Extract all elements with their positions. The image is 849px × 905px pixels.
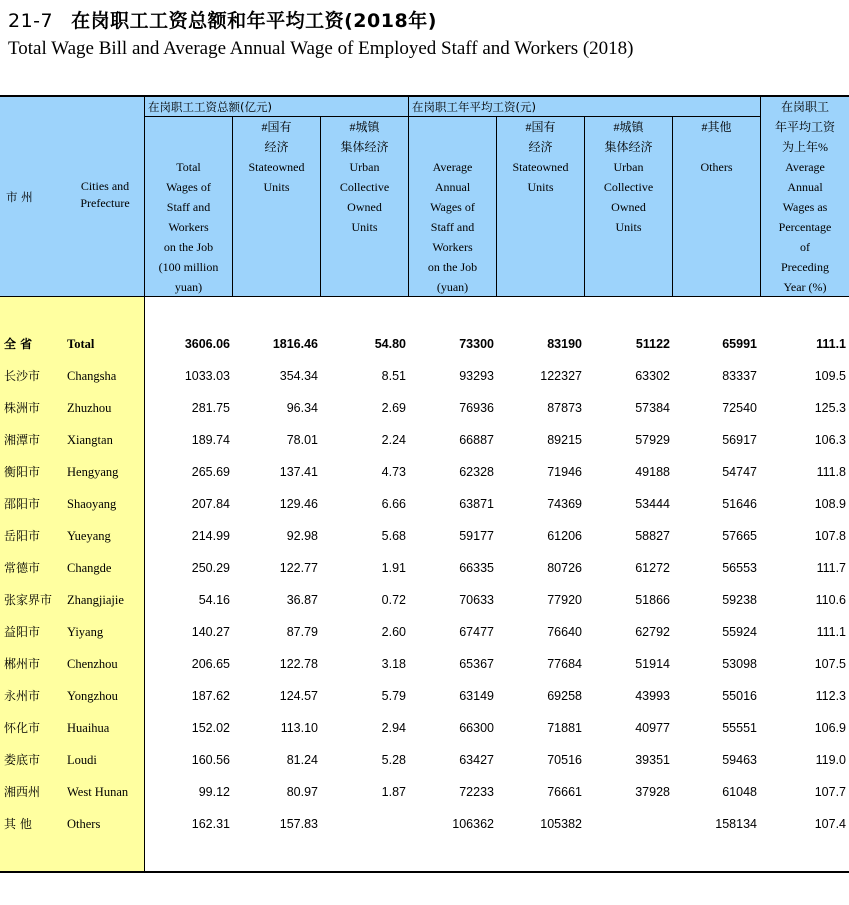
table-row bbox=[0, 680, 849, 712]
cell-value: 106.9 bbox=[814, 721, 846, 735]
cell-value: 69258 bbox=[547, 689, 582, 703]
cell-value: 55924 bbox=[722, 625, 757, 639]
header-pct-preceding-year: 在岗职工 年平均工资 为上年% Average Annual Wages as Percentage of Preceding Year (%) bbox=[774, 100, 835, 294]
cell-value: 81.24 bbox=[286, 753, 318, 767]
cell-value: 96.34 bbox=[286, 401, 318, 415]
cell-value: 5.68 bbox=[381, 529, 406, 543]
cell-value: 67477 bbox=[459, 625, 494, 639]
cell-value: 122327 bbox=[540, 369, 582, 383]
row-label-cn: 永州市 bbox=[4, 689, 41, 703]
table-row bbox=[0, 648, 849, 680]
table-row bbox=[0, 488, 849, 520]
cell-value: 106362 bbox=[452, 817, 494, 831]
cell-value: 112.3 bbox=[815, 689, 846, 703]
row-label-en: Zhangjiajie bbox=[67, 593, 124, 607]
row-label-cn: 常德市 bbox=[4, 561, 41, 575]
cell-value: 110.6 bbox=[815, 593, 846, 607]
cell-value: 2.94 bbox=[381, 721, 406, 735]
row-label-cn: 邵阳市 bbox=[4, 497, 41, 511]
cell-value: 83190 bbox=[547, 337, 582, 351]
row-label-en: Huaihua bbox=[67, 721, 110, 735]
cell-value: 8.51 bbox=[381, 369, 406, 383]
cell-value: 354.34 bbox=[279, 369, 318, 383]
row-label-en: West Hunan bbox=[67, 785, 129, 799]
cell-value: 158134 bbox=[715, 817, 757, 831]
header-others: #其他 Others bbox=[700, 120, 733, 174]
cell-value: 2.60 bbox=[381, 625, 406, 639]
cell-value: 63149 bbox=[459, 689, 494, 703]
row-label-en: Xiangtan bbox=[67, 433, 113, 447]
table-row bbox=[0, 712, 849, 744]
cell-value: 206.65 bbox=[191, 657, 230, 671]
cell-value: 66335 bbox=[459, 561, 494, 575]
table-row bbox=[0, 552, 849, 584]
group-header-total-wages: 在岗职工工资总额(亿元) bbox=[148, 100, 272, 114]
cell-value: 122.78 bbox=[279, 657, 318, 671]
cell-value: 63302 bbox=[635, 369, 670, 383]
cell-value: 72540 bbox=[722, 401, 757, 415]
cell-value: 61272 bbox=[635, 561, 670, 575]
table-row-total bbox=[0, 328, 849, 360]
cell-value: 83337 bbox=[722, 369, 757, 383]
cell-value: 89215 bbox=[547, 433, 582, 447]
cell-value: 74369 bbox=[547, 497, 582, 511]
cell-value: 1.87 bbox=[381, 785, 406, 799]
cell-value: 40977 bbox=[635, 721, 670, 735]
cell-value: 55016 bbox=[722, 689, 757, 703]
cell-value: 119.0 bbox=[815, 753, 846, 767]
cell-value: 66300 bbox=[459, 721, 494, 735]
cell-value: 63427 bbox=[459, 753, 494, 767]
row-label-en: Changde bbox=[67, 561, 112, 575]
cell-value: 109.5 bbox=[814, 369, 846, 383]
row-label-en: Yiyang bbox=[67, 625, 104, 639]
cell-value: 1033.03 bbox=[184, 369, 230, 383]
table-row bbox=[0, 424, 849, 456]
cell-value: 61206 bbox=[547, 529, 582, 543]
header-urban-collective-1: #城镇 集体经济 Urban Collective Owned Units bbox=[339, 120, 390, 234]
cell-value: 99.12 bbox=[198, 785, 230, 799]
row-label-cn: 娄底市 bbox=[4, 753, 41, 767]
cell-value: 2.69 bbox=[381, 401, 406, 415]
cell-value: 1816.46 bbox=[272, 337, 318, 351]
cell-value: 61048 bbox=[722, 785, 757, 799]
cell-value: 54747 bbox=[722, 465, 757, 479]
cell-value: 65991 bbox=[722, 337, 757, 351]
cell-value: 70633 bbox=[459, 593, 494, 607]
row-label-en: Chenzhou bbox=[67, 657, 118, 671]
table-row bbox=[0, 584, 849, 616]
cell-value: 51122 bbox=[635, 337, 670, 351]
cell-value: 111.7 bbox=[816, 561, 846, 575]
cell-value: 63871 bbox=[459, 497, 494, 511]
cell-value: 51866 bbox=[635, 593, 670, 607]
cell-value: 76661 bbox=[547, 785, 582, 799]
table-row bbox=[0, 808, 849, 840]
cell-value: 37928 bbox=[635, 785, 670, 799]
cell-value: 5.79 bbox=[381, 689, 406, 703]
cell-value: 4.73 bbox=[381, 465, 406, 479]
header-stateowned-1: #国有 经济 Stateowned Units bbox=[248, 120, 305, 194]
cell-value: 108.9 bbox=[814, 497, 846, 511]
table-title-cn bbox=[8, 6, 437, 33]
row-label-en: Others bbox=[67, 817, 101, 831]
header-urban-collective-2: #城镇 集体经济 Urban Collective Owned Units bbox=[603, 120, 654, 234]
row-label-cn: 全 省 bbox=[4, 337, 33, 351]
row-label-cn: 郴州市 bbox=[4, 657, 41, 671]
cell-value: 73300 bbox=[459, 337, 494, 351]
cell-value: 111.8 bbox=[816, 465, 846, 479]
header-average-wage: Average Annual Wages of Staff and Workers on the Job (yuan) bbox=[427, 160, 478, 294]
cell-value: 59177 bbox=[459, 529, 494, 543]
cell-value: 51914 bbox=[635, 657, 670, 671]
cell-value: 78.01 bbox=[286, 433, 318, 447]
cell-value: 43993 bbox=[635, 689, 670, 703]
row-label-en: Loudi bbox=[67, 753, 97, 767]
table-title-en: Total Wage Bill and Average Annual Wage of Employed Staff and Workers (2018) bbox=[8, 38, 634, 59]
cell-value: 125.3 bbox=[814, 401, 846, 415]
row-label-en: Shaoyang bbox=[67, 497, 117, 511]
cell-value: 265.69 bbox=[191, 465, 230, 479]
row-label-cn: 岳阳市 bbox=[4, 529, 41, 543]
cell-value: 107.8 bbox=[814, 529, 846, 543]
row-label-en: Yueyang bbox=[67, 529, 111, 543]
cell-value: 72233 bbox=[459, 785, 494, 799]
cell-value: 76640 bbox=[547, 625, 582, 639]
cell-value: 207.84 bbox=[191, 497, 230, 511]
stub-header-cn: 市 州 bbox=[6, 190, 33, 204]
cell-value: 5.28 bbox=[381, 753, 406, 767]
cell-value: 57384 bbox=[635, 401, 670, 415]
cell-value: 137.41 bbox=[279, 465, 318, 479]
cell-value: 189.74 bbox=[191, 433, 230, 447]
table-number: 21-7 bbox=[8, 10, 54, 32]
cell-value: 113.10 bbox=[280, 721, 318, 735]
cell-value: 53098 bbox=[722, 657, 757, 671]
cell-value: 106.3 bbox=[814, 433, 846, 447]
cell-value: 56553 bbox=[722, 561, 757, 575]
cell-value: 54.80 bbox=[374, 337, 406, 351]
header-stateowned-2: #国有 经济 Stateowned Units bbox=[512, 120, 569, 194]
row-label-en: Yongzhou bbox=[67, 689, 118, 703]
row-label-cn: 株洲市 bbox=[4, 401, 41, 415]
table-row bbox=[0, 520, 849, 552]
table-row bbox=[0, 392, 849, 424]
cell-value: 122.77 bbox=[279, 561, 318, 575]
cell-value: 1.91 bbox=[381, 561, 406, 575]
cell-value: 0.72 bbox=[381, 593, 406, 607]
cell-value: 140.27 bbox=[191, 625, 230, 639]
table-row bbox=[0, 456, 849, 488]
row-label-cn: 其 他 bbox=[4, 817, 32, 831]
cell-value: 105382 bbox=[540, 817, 582, 831]
table-row bbox=[0, 360, 849, 392]
cell-value: 129.46 bbox=[279, 497, 318, 511]
cell-value: 62328 bbox=[459, 465, 494, 479]
cell-value: 58827 bbox=[635, 529, 670, 543]
cell-value: 56917 bbox=[722, 433, 757, 447]
group-header-avg-wage: 在岗职工年平均工资(元) bbox=[412, 100, 536, 114]
cell-value: 77920 bbox=[547, 593, 582, 607]
table-row bbox=[0, 616, 849, 648]
cell-value: 77684 bbox=[547, 657, 582, 671]
cell-value: 93293 bbox=[459, 369, 494, 383]
cell-value: 51646 bbox=[722, 497, 757, 511]
stub-header-en: Cities and Prefecture bbox=[80, 179, 130, 210]
cell-value: 92.98 bbox=[286, 529, 318, 543]
row-label-en: Total bbox=[67, 337, 95, 351]
cell-value: 53444 bbox=[635, 497, 670, 511]
row-label-cn: 衡阳市 bbox=[4, 465, 41, 479]
row-label-cn: 湘潭市 bbox=[4, 433, 41, 447]
cell-value: 6.66 bbox=[381, 497, 406, 511]
cell-value: 36.87 bbox=[286, 593, 318, 607]
table-row bbox=[0, 776, 849, 808]
cell-value: 76936 bbox=[459, 401, 494, 415]
cell-value: 80.97 bbox=[286, 785, 318, 799]
cell-value: 111.1 bbox=[816, 337, 846, 351]
cell-value: 57665 bbox=[722, 529, 757, 543]
header-total-wages: Total Wages of Staff and Workers on the Job (100 million yuan) bbox=[158, 160, 219, 294]
cell-value: 71946 bbox=[547, 465, 582, 479]
cell-value: 214.99 bbox=[191, 529, 230, 543]
cell-value: 107.7 bbox=[814, 785, 846, 799]
cell-value: 157.83 bbox=[279, 817, 318, 831]
bottom-rule bbox=[0, 871, 849, 873]
cell-value: 57929 bbox=[635, 433, 670, 447]
table-title-cn-text: 在岗职工工资总额和年平均工资(2018年) bbox=[71, 10, 437, 32]
cell-value: 54.16 bbox=[198, 593, 230, 607]
cell-value: 71881 bbox=[547, 721, 582, 735]
cell-value: 3606.06 bbox=[184, 337, 230, 351]
cell-value: 152.02 bbox=[191, 721, 230, 735]
cell-value: 250.29 bbox=[191, 561, 230, 575]
cell-value: 65367 bbox=[459, 657, 494, 671]
cell-value: 160.56 bbox=[191, 753, 230, 767]
cell-value: 281.75 bbox=[191, 401, 230, 415]
cell-value: 49188 bbox=[635, 465, 670, 479]
row-label-cn: 益阳市 bbox=[4, 625, 41, 639]
row-label-cn: 湘西州 bbox=[4, 785, 41, 799]
cell-value: 70516 bbox=[547, 753, 582, 767]
cell-value: 107.4 bbox=[814, 817, 846, 831]
cell-value: 107.5 bbox=[814, 657, 846, 671]
cell-value: 87.79 bbox=[286, 625, 318, 639]
cell-value: 87873 bbox=[547, 401, 582, 415]
cell-value: 55551 bbox=[722, 721, 757, 735]
row-label-cn: 张家界市 bbox=[4, 593, 53, 607]
cell-value: 66887 bbox=[459, 433, 494, 447]
cell-value: 2.24 bbox=[381, 433, 406, 447]
cell-value: 111.1 bbox=[816, 625, 846, 639]
row-label-cn: 长沙市 bbox=[4, 369, 41, 383]
cell-value: 59238 bbox=[722, 593, 757, 607]
cell-value: 3.18 bbox=[381, 657, 406, 671]
cell-value: 62792 bbox=[635, 625, 670, 639]
row-label-en: Zhuzhou bbox=[67, 401, 112, 415]
cell-value: 39351 bbox=[635, 753, 670, 767]
row-label-en: Changsha bbox=[67, 369, 117, 383]
cell-value: 162.31 bbox=[191, 817, 230, 831]
cell-value: 187.62 bbox=[191, 689, 230, 703]
cell-value: 59463 bbox=[722, 753, 757, 767]
cell-value: 124.57 bbox=[279, 689, 318, 703]
cell-value: 80726 bbox=[547, 561, 582, 575]
table-row bbox=[0, 744, 849, 776]
row-label-en: Hengyang bbox=[67, 465, 119, 479]
row-label-cn: 怀化市 bbox=[4, 721, 41, 735]
